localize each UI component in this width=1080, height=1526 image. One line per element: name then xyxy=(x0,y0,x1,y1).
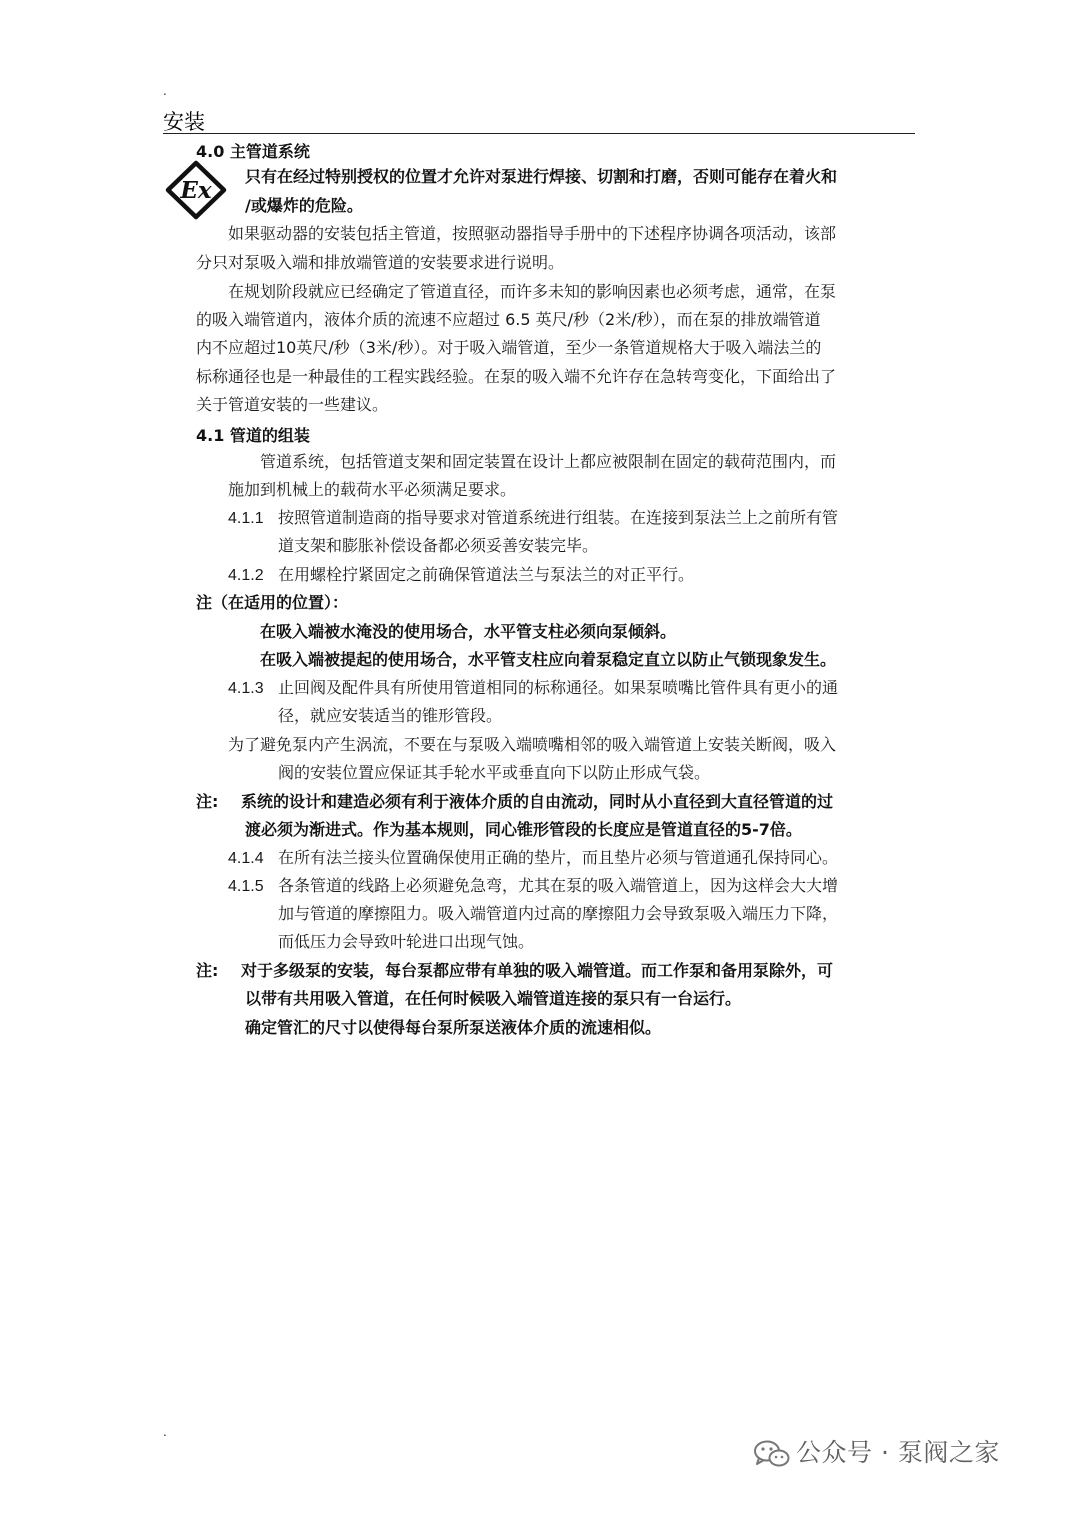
bottom-mark: . xyxy=(163,1425,167,1439)
para2-line-4: 标称通径也是一种最佳的工程实践经验。在泵的吸入端不允许存在急转弯变化，下面给出了 xyxy=(196,367,837,386)
section-4-1-intro-line-2: 施加到机械上的载荷水平必须满足要求。 xyxy=(228,480,517,499)
note3-label: 注: xyxy=(196,961,219,980)
note2-line-2: 渡必须为渐进式。作为基本规则，同心锥形管段的长度应是管道直径的5-7倍。 xyxy=(245,820,802,839)
para2-line-3: 内不应超过10英尺/秒（3米/秒）。对于吸入端管道，至少一条管道规格大于吸入端法兰的 xyxy=(196,338,822,357)
item-4-1-4 xyxy=(228,843,838,873)
section-4-1-heading: 4.1 管道的组装 xyxy=(196,426,310,445)
note2-label: 注: xyxy=(196,792,219,811)
vortex-line-1: 为了避免泵内产生涡流，不要在与泵吸入端喷嘴相邻的吸入端管道上安装关断阀，吸入 xyxy=(228,735,837,754)
watermark-text: 公众号 · 泵阀之家 xyxy=(796,1438,1000,1467)
item-number: 4.1.2 xyxy=(228,567,264,584)
item-4-1-5-line-2: 加与管道的摩擦阻力。吸入端管道内过高的摩擦阻力会导致泵吸入端压力下降， xyxy=(278,904,839,923)
top-mark: . xyxy=(163,84,167,98)
item-number: 4.1.5 xyxy=(228,878,264,895)
item-text: 止回阀及配件具有所使用管道相同的标称通径。如果泵喷嘴比管件具有更小的通 xyxy=(278,678,839,697)
para1-line-1: 如果驱动器的安装包括主管道，按照驱动器指导手册中的下述程序协调各项活动，该部 xyxy=(228,224,837,243)
section-4-0-heading: 4.0 主管道系统 xyxy=(196,142,310,161)
header-rule xyxy=(163,133,915,134)
para2-line-2: 的吸入端管道内，液体介质的流速不应超过 6.5 英尺/秒（2米/秒），而在泵的排放端管道 xyxy=(196,310,821,329)
item-number: 4.1.4 xyxy=(228,850,264,867)
note3-line-1: 对于多级泵的安装，每台泵都应带有单独的吸入端管道。而工作泵和备用泵除外，可 xyxy=(241,961,834,980)
section-4-1-intro-line-1: 管道系统，包括管道支架和固定装置在设计上都应被限制在固定的载荷范围内，而 xyxy=(260,452,837,471)
item-text: 在所有法兰接头位置确保使用正确的垫片，而且垫片必须与管道通孔保持同心。 xyxy=(278,848,839,867)
item-text: 各条管道的线路上必须避免急弯，尤其在泵的吸入端管道上，因为这样会大大增 xyxy=(278,876,839,895)
item-4-1-3-line-2: 径，就应安装适当的锥形管段。 xyxy=(278,706,503,725)
warning-line-1: 只有在经过特别授权的位置才允许对泵进行焊接、切割和打磨，否则可能存在着火和 xyxy=(245,167,838,186)
note1-line-2: 在吸入端被提起的使用场合，水平管支柱应向着泵稳定直立以防止气锁现象发生。 xyxy=(260,650,837,669)
item-4-1-2 xyxy=(228,560,694,590)
note3-line-3: 确定管汇的尺寸以使得每台泵所泵送液体介质的流速相似。 xyxy=(245,1018,662,1037)
item-4-1-5 xyxy=(228,871,838,901)
note2-line-1: 系统的设计和建造必须有利于液体介质的自由流动，同时从小直径到大直径管道的过 xyxy=(241,792,834,811)
note1-title: 注（在适用的位置）： xyxy=(196,593,349,612)
para1-line-2: 分只对泵吸入端和排放端管道的安装要求进行说明。 xyxy=(196,253,565,272)
item-4-1-1-line-2: 道支架和膨胀补偿设备都必须妥善安装完毕。 xyxy=(278,536,599,555)
wechat-icon xyxy=(754,1440,790,1468)
item-number: 4.1.3 xyxy=(228,680,264,697)
item-4-1-5-line-3: 而低压力会导致叶轮进口出现气蚀。 xyxy=(278,932,535,951)
para2-line-1: 在规划阶段就应已经确定了管道直径，而许多未知的影响因素也必须考虑，通常，在泵 xyxy=(228,282,837,301)
item-4-1-3 xyxy=(228,673,838,703)
ex-explosion-hazard-icon xyxy=(165,160,227,220)
warning-line-2: /或爆炸的危险。 xyxy=(245,196,363,215)
watermark xyxy=(754,1433,1000,1469)
note1-line-1: 在吸入端被水淹没的使用场合，水平管支柱必须向泵倾斜。 xyxy=(260,622,677,641)
item-number: 4.1.1 xyxy=(228,510,264,527)
vortex-line-2: 阀的安装位置应保证其手轮水平或垂直向下以防止形成气袋。 xyxy=(278,763,711,782)
item-text: 在用螺栓拧紧固定之前确保管道法兰与泵法兰的对正平行。 xyxy=(278,565,695,584)
para2-line-5: 关于管道安装的一些建议。 xyxy=(196,395,389,414)
page-header-title: 安装 xyxy=(163,110,205,134)
item-4-1-1 xyxy=(228,503,838,533)
svg-text:Ex: Ex xyxy=(180,177,212,204)
note3-line-2: 以带有共用吸入管道，在任何时候吸入端管道连接的泵只有一台运行。 xyxy=(245,989,742,1008)
item-text: 按照管道制造商的指导要求对管道系统进行组装。在连接到泵法兰上之前所有管 xyxy=(278,508,839,527)
